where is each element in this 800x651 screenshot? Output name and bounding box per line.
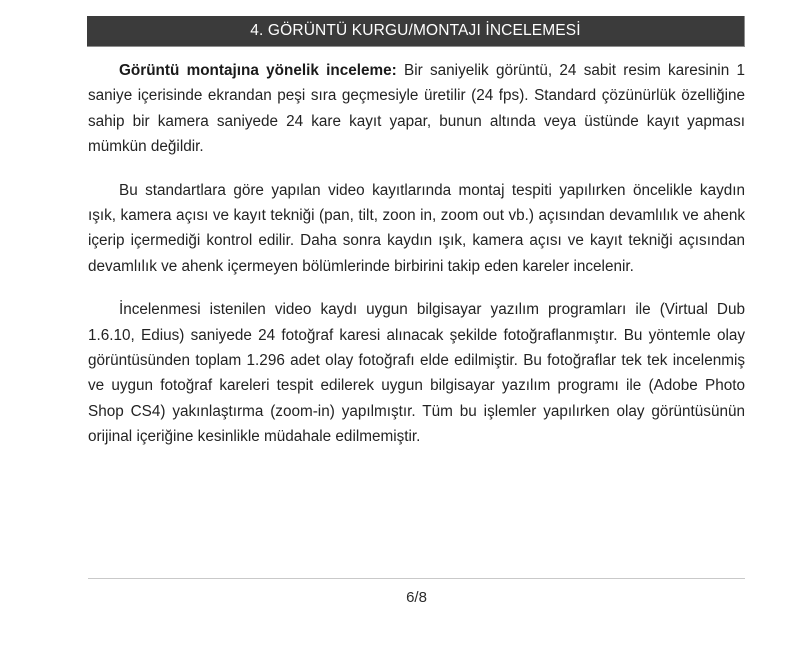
paragraph-3-text: İncelenmesi istenilen video kaydı uygun bilgisayar yazılım programları ile (Virtual Dub 1.6.10, Edius) saniyede 24 fotoğraf karesi alınacak şekilde fotoğraflanmıştır. Bu yöntemle olay görüntüsünden toplam 1.296 adet olay fotoğrafı elde edilmiştir. Bu fotoğraflar tek tek incelenmiş ve uygun fotoğraf kareleri tespit edilerek uygun bilgisayar yazılım programı ile (Adobe Photo Shop CS4) yakınlaştırma (zoom-in) yapılmıştır. Tüm bu işlemler yapılırken olay görüntüsünün orijinal içeriğine kesinlikle müdahale edilmemiştir. <box>88 301 745 446</box>
paragraph-1 <box>88 58 745 160</box>
paragraph-1-lead-label: Görüntü montajına yönelik inceleme: <box>119 62 397 79</box>
paragraph-2 <box>88 178 745 280</box>
body-text-column <box>88 58 745 450</box>
section-heading-bar <box>87 16 745 47</box>
page-number: 6/8 <box>406 589 427 606</box>
footer-divider <box>88 578 745 579</box>
paragraph-1-text: Bir saniyelik görüntü, 24 sabit resim karesinin 1 saniye içerisinde ekrandan peşi sıra geçmesiyle üretilir (24 fps). Standard çözünürlük özelliğine sahip bir kamera saniyede 24 kare kayıt yapar, bunun altında veya üstünde kayıt yapması mümkün değildir. <box>88 62 746 156</box>
paragraph-2-text: Bu standartlara göre yapılan video kayıtlarında montaj tespiti yapılırken öncelikle kaydın ışık, kamera açısı ve kayıt tekniği (pan, tilt, zoon in, zoom out vb.) açısından devamlılık ve ahenk içerip içermediği kontrol edilir. Daha sonra kaydın ışık, kamera açısı ve kayıt tekniği açısından devamlılık ve ahenk içermeyen bölümlerinde birbirini takip eden kareler incelenir. <box>88 181 745 275</box>
paragraph-3 <box>88 297 745 449</box>
section-heading-text: 4. GÖRÜNTÜ KURGU/MONTAJI İNCELEMESİ <box>250 22 581 40</box>
